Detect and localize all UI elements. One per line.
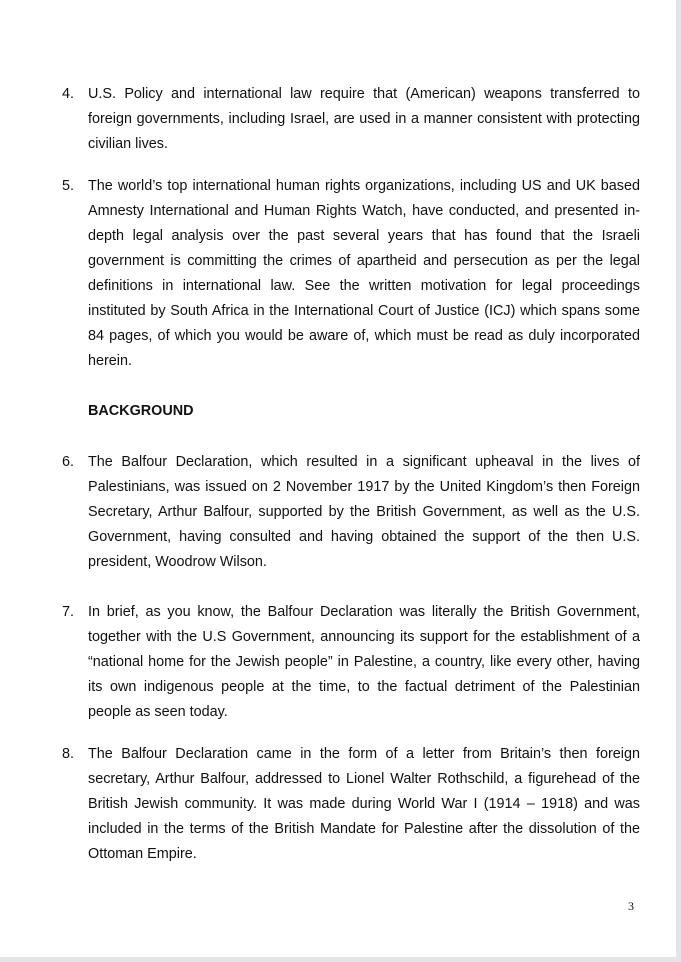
paragraph-6 [62,450,640,575]
section-heading: BACKGROUND [88,403,194,419]
paragraph-8 [62,742,640,867]
paragraph-text: The Balfour Declaration came in the form of a letter from Britain’s then foreign secretary, Arthur Balfour, addressed to Lionel Walter Rothschild, a figurehead of the British Jewish community. It was made during World War I (1914 – 1918) and was included in the terms of the British Mandate for Palestine after the dissolution of the Ottoman Empire. [88,746,640,862]
paragraph-text: U.S. Policy and international law require that (American) weapons transferred to foreign governments, including Israel, are used in a manner consistent with protecting civilian lives. [88,86,640,152]
page-number: 3 [628,899,634,913]
paragraph-number: 5. [62,178,75,194]
paragraph-text: The Balfour Declaration, which resulted in a significant upheaval in the lives of Palestinians, was issued on 2 November 1917 by the United Kingdom’s then Foreign Secretary, Arthur Balfour, supported by the British Government, as well as the U.S. Government, having consulted and having obtained the support of the then U.S. president, Woodrow Wilson. [88,454,640,570]
paragraph-number: 7. [62,604,75,620]
paragraph-number: 6. [62,454,75,470]
paragraph-text: In brief, as you know, the Balfour Declaration was literally the British Government, together with the U.S Government, announcing its support for the establishment of a “national home for the Jewish people” in Palestine, a country, like every other, having its own indigenous people at the time, to the factual detriment of the Palestinian people as seen today. [88,604,640,720]
paragraph-text: The world’s top international human rights organizations, including US and UK based Amnesty International and Human Rights Watch, have conducted, and presented in-depth legal analysis over the past several years that has found that the Israeli government is committing the crimes of apartheid and persecution as per the legal definitions in international law. See the written motivation for legal proceedings instituted by South Africa in the International Court of Justice (ICJ) which spans some 84 pages, of which you would be aware of, which must be read as duly incorporated herein. [88,178,640,369]
paragraph-5 [62,174,640,374]
paragraph-7 [62,600,640,725]
paragraph-number: 4. [62,86,75,102]
paragraph-number: 8. [62,746,75,762]
paragraph-4 [62,82,640,157]
